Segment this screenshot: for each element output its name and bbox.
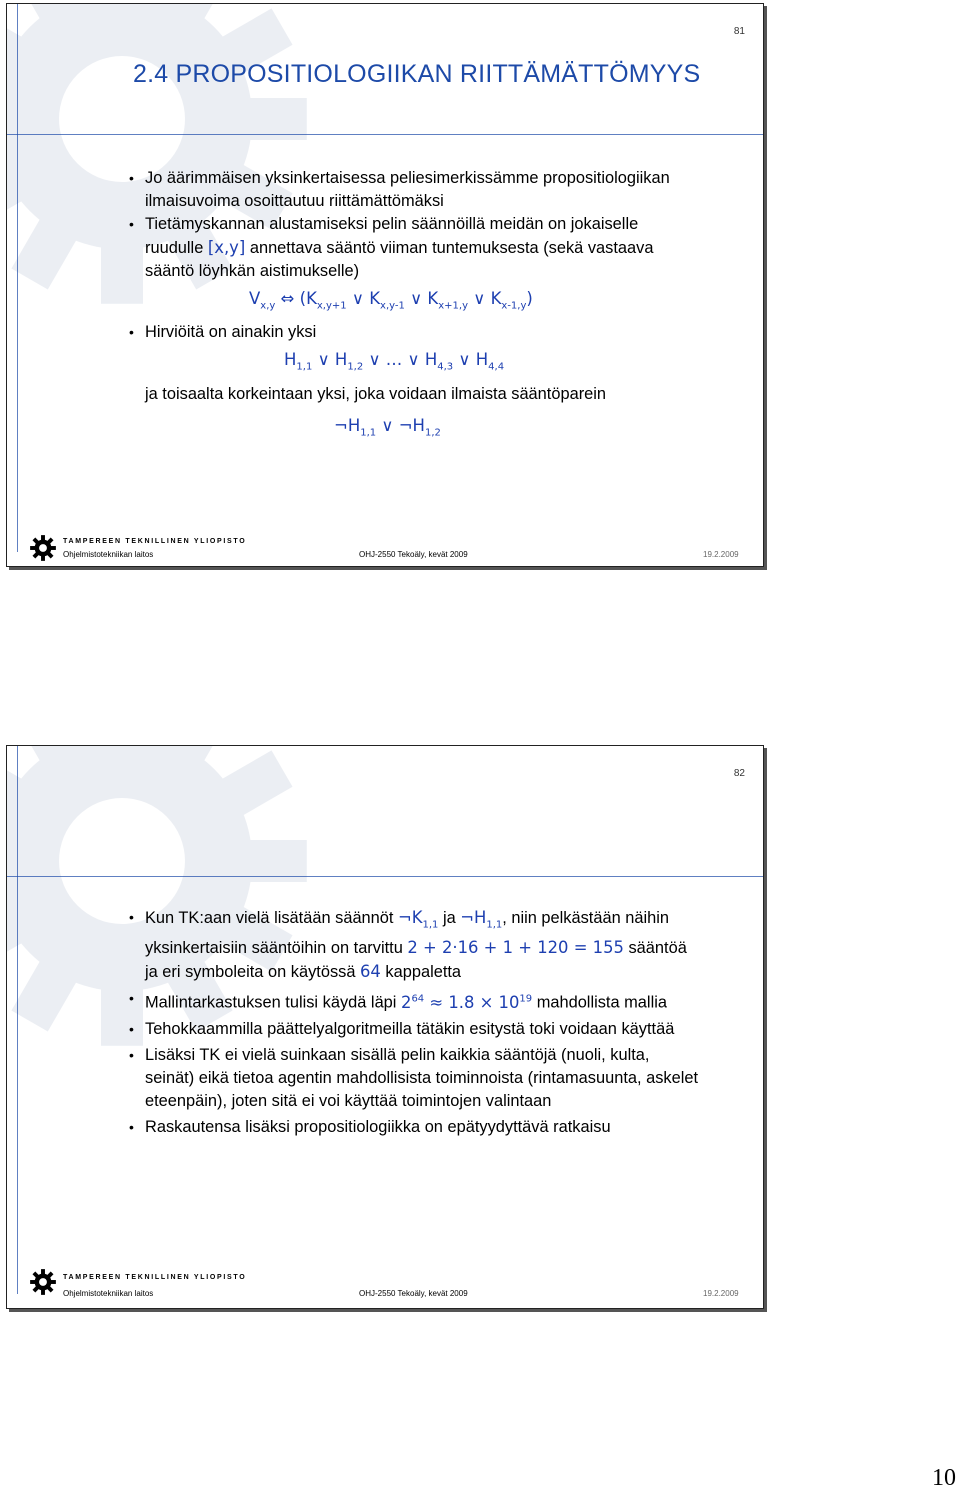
footer-university: TAMPEREEN TEKNILLINEN YLIOPISTO: [63, 538, 247, 545]
page-number: 10: [932, 1465, 956, 1491]
slide-number: 82: [733, 768, 745, 779]
university-logo-icon: [29, 1268, 57, 1296]
slide-82: [6, 745, 764, 1309]
formula-monster-unique: $\neg H_{1,1}$ ∨ $\neg H_{1,2}$: [334, 415, 441, 438]
footer-department: Ohjelmistotekniikan laitos: [63, 1289, 154, 1298]
slide-title: 2.4 PROPOSITIOLOGIIKAN RIITTÄMÄTTÖMYYS: [133, 60, 701, 88]
paragraph-text: ja toisaalta korkeintaan yksi, joka voidaan ilmaista sääntöparein: [145, 384, 607, 403]
bullet-item: • Mallintarkastuksen tulisi käydä läpi $2^{64} \approx 1.8 \times 10^{19}$ mahdollista mallia: [129, 987, 699, 1014]
slide-number: 81: [733, 26, 745, 37]
footer-date: 19.2.2009: [703, 1289, 739, 1298]
bullet-item: • Tehokkaammilla päättelyalgoritmeilla tätäkin esitystä toki voidaan käyttää: [129, 1018, 699, 1041]
slide-81: [6, 3, 764, 567]
footer-course: OHJ-2550 Tekoäly, kevät 2009: [359, 1289, 468, 1298]
accent-horizontal-line: [7, 876, 763, 877]
accent-vertical-line: [17, 746, 18, 1294]
accent-vertical-line: [17, 4, 18, 552]
bullet-item: • Tietämyskannan alustamiseksi pelin säännöillä meidän on jokaiselle ruudulle [x,y] annettava sääntö viiman tuntemuksesta (sekä vastaava sääntö löyhkän aistimukselle): [129, 213, 689, 283]
footer-course: OHJ-2550 Tekoäly, kevät 2009: [359, 550, 468, 559]
footer-university: TAMPEREEN TEKNILLINEN YLIOPISTO: [63, 1274, 247, 1281]
slide-body: [129, 906, 699, 1139]
slide-body: [129, 167, 689, 448]
bullet-item: • Kun TK:aan vielä lisätään säännöt $\neg K_{1,1}$ ja $\neg H_{1,1}$, niin pelkästään näihin yksinkertaisiin sääntöihin on tarvittu 2 + 2·16 + 1 + 120 = 155 sääntöä ja eri symboleita on käytössä 64 kappaletta: [129, 906, 699, 984]
university-logo-icon: [29, 534, 57, 562]
bullet-item: • Raskautensa lisäksi propositiologiikka on epätyydyttävä ratkaisu: [129, 1116, 699, 1139]
bullet-item: • Hirviöitä on ainakin yksi: [129, 321, 689, 344]
bullet-item: • Lisäksi TK ei vielä suinkaan sisällä pelin kaikkia sääntöjä (nuoli, kulta, seinät) eikä tietoa agentin mahdollisista toiminnoista (rintamasuunta, askelet eteenpäin), joten sitä ei voi käyttää toimintojen valintaan: [129, 1044, 699, 1113]
bullet-item: • Jo äärimmäisen yksinkertaisessa peliesimerkissämme propositiologiikan ilmaisuvoima osoittautuu riittämättömäksi: [129, 167, 689, 213]
footer-department: Ohjelmistotekniikan laitos: [63, 550, 154, 559]
formula-breeze-rule: $V_{x,y}$ ⇔ ($K_{x,y+1}$ ∨ $K_{x,y-1}$ ∨ $K_{x+1,y}$ ∨ $K_{x-1,y}$): [249, 289, 533, 312]
accent-horizontal-line: [7, 134, 763, 135]
formula-monster-exists: $H_{1,1}$ ∨ $H_{1,2}$ ∨ … ∨ $H_{4,3}$ ∨ $H_{4,4}$: [284, 350, 505, 373]
footer-date: 19.2.2009: [703, 550, 739, 559]
